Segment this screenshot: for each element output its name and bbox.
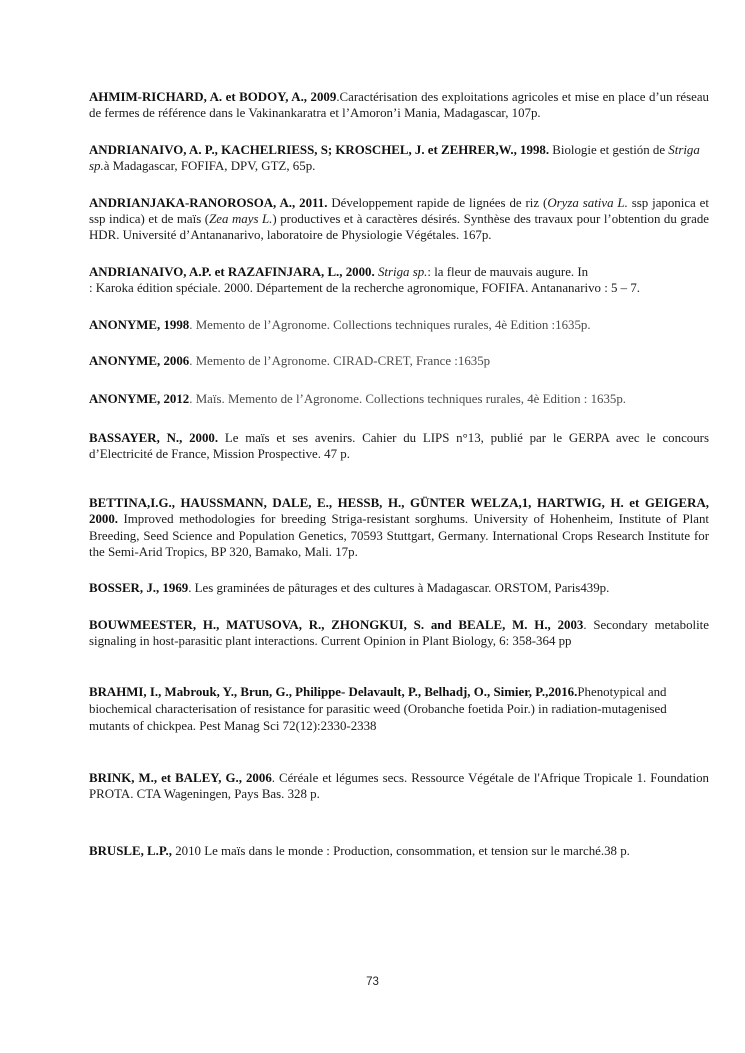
reference-text: . Les graminées de pâturages et des cultures à Madagascar. ORSTOM, Paris439p. <box>188 581 610 596</box>
reference-text: . Maïs. Memento de l’Agronome. Collections techniques rurales, 4è Edition : 1635p. <box>189 392 627 407</box>
reference-authors: BRAHMI, I., Mabrouk, Y., Brun, G., Philippe- Delavault, P., Belhadj, O., Simier, P.,2016. <box>89 684 578 699</box>
reference-andrianaivo-1998 <box>89 142 709 175</box>
reference-authors: BOSSER, J., 1969 <box>89 581 189 596</box>
reference-text: Le maïs et ses avenirs. Cahier du LIPS n°13, publié par le GERPA avec le concours d’Electricité de France, Mission Prospective. 47 p. <box>89 430 709 462</box>
reference-text: Développement rapide de lignées de riz ( <box>327 195 548 210</box>
reference-authors: BETTINA,I.G., HAUSSMANN, DALE, E., HESSB, H., GÜNTER WELZA,1, HARTWIG, H. et GEIGERA, 2000. <box>89 495 709 527</box>
reference-authors: BOUWMEESTER, H., MATUSOVA, R., ZHONGKUI, S. and BEALE, M. H., 2003 <box>89 617 584 632</box>
reference-text: ssp japonica et ssp indica) et de maïs ( <box>89 195 709 227</box>
reference-text: 2010 Le maïs dans le monde : Production, consommation, et tension sur le marché.38 p. <box>171 843 630 858</box>
reference-brusle <box>89 843 709 859</box>
reference-text: ) productives et à caractères désirés. Synthèse des travaux pour l’obtention du grade HDR. Université d’Antananarivo, laboratoire de Physiologie Végétales. 167p. <box>89 212 709 243</box>
reference-authors: AHMIM-RICHARD, A. et BODOY, A., 2009 <box>89 90 337 104</box>
reference-text: . Memento de l’Agronome. CIRAD-CRET, France :1635p <box>189 354 491 369</box>
reference-italic-taxon: Zea mays L. <box>209 212 273 227</box>
reference-anonyme-2012 <box>89 391 709 407</box>
reference-italic-taxon: Oryza sativa L. <box>547 195 628 210</box>
reference-anonyme-2006 <box>89 353 709 369</box>
reference-authors: ANONYME, 2012 <box>89 392 190 407</box>
reference-bouwmeester <box>89 617 709 650</box>
reference-text: Biologie et gestión de <box>549 142 669 157</box>
reference-bettina <box>89 495 709 561</box>
reference-list <box>89 89 709 859</box>
reference-authors: ANONYME, 2006 <box>89 354 190 369</box>
reference-text: : Karoka édition spéciale. 2000. Département de la recherche agronomique, FOFIFA. Antananarivo : 5 – 7. <box>89 281 641 296</box>
reference-text: . Céréale et légumes secs. Ressource Végétale de l'Afrique Tropicale 1. Foundation PROTA. CTA Wageningen, Pays Bas. 328 p. <box>89 770 709 802</box>
reference-andrianaivo-2000 <box>89 264 709 297</box>
reference-text: à Madagascar, FOFIFA, DPV, GTZ, 65p. <box>103 159 316 174</box>
reference-authors: BRUSLE, L.P., <box>89 843 172 858</box>
reference-bosser <box>89 580 709 596</box>
reference-text: . Memento de l’Agronome. Collections techniques rurales, 4è Edition :1635p. <box>189 317 591 332</box>
reference-text: Improved methodologies for breeding Striga-resistant sorghums. University of Hohenheim, Institute of Plant Breeding, Seed Science and Population Genetics, 70593 Stuttgart, Germany. International Crops Research Institute for the Semi-Arid Tropics, BP 320, Bamako, Mali. 17p. <box>89 512 709 559</box>
reference-andrianjaka-ranorosoa <box>89 195 709 244</box>
reference-italic-taxon: Striga sp. <box>377 264 428 279</box>
reference-text: Phenotypical and biochemical characterisation of resistance for parasitic weed (Orobanche foetida Poir.) in radiation-mutagenised mutants of chickpea. Pest Manag Sci 72(12):2330‑2338 <box>89 684 667 734</box>
reference-authors: ANDRIANAIVO, A.P. et RAZAFINJARA, L., 2000. <box>89 264 375 279</box>
reference-bassayer <box>89 430 709 463</box>
reference-ahmim-richard <box>89 89 709 122</box>
reference-italic-taxon: Striga sp. <box>89 142 700 174</box>
reference-authors: ANDRIANAIVO, A. P., KACHELRIESS, S; KROSCHEL, J. et ZEHRER,W., 1998. <box>89 142 550 157</box>
reference-authors: BRINK, M., et BALEY, G., 2006 <box>89 770 272 785</box>
reference-text: . Secondary metabolite signaling in host-parasitic plant interactions. Current Opinion in Plant Biology, 6: 358-364 pp <box>89 617 709 649</box>
reference-authors: ANONYME, 1998 <box>89 317 190 332</box>
reference-brink <box>89 770 709 803</box>
reference-brahmi <box>89 684 709 736</box>
reference-anonyme-1998 <box>89 317 709 333</box>
reference-text: .Caractérisation des exploitations agricoles et mise en place d’un réseau de fermes de référence dans le Vakinankaratra et l’Amoron’i Mania, Madagascar, 107p. <box>89 90 710 121</box>
page-number: 73 <box>366 976 379 988</box>
reference-authors: ANDRIANJAKA-RANOROSOA, A., 2011. <box>89 195 328 210</box>
reference-text: : la fleur de mauvais augure. In <box>427 264 589 279</box>
reference-authors: BASSAYER, N., 2000. <box>89 430 219 445</box>
